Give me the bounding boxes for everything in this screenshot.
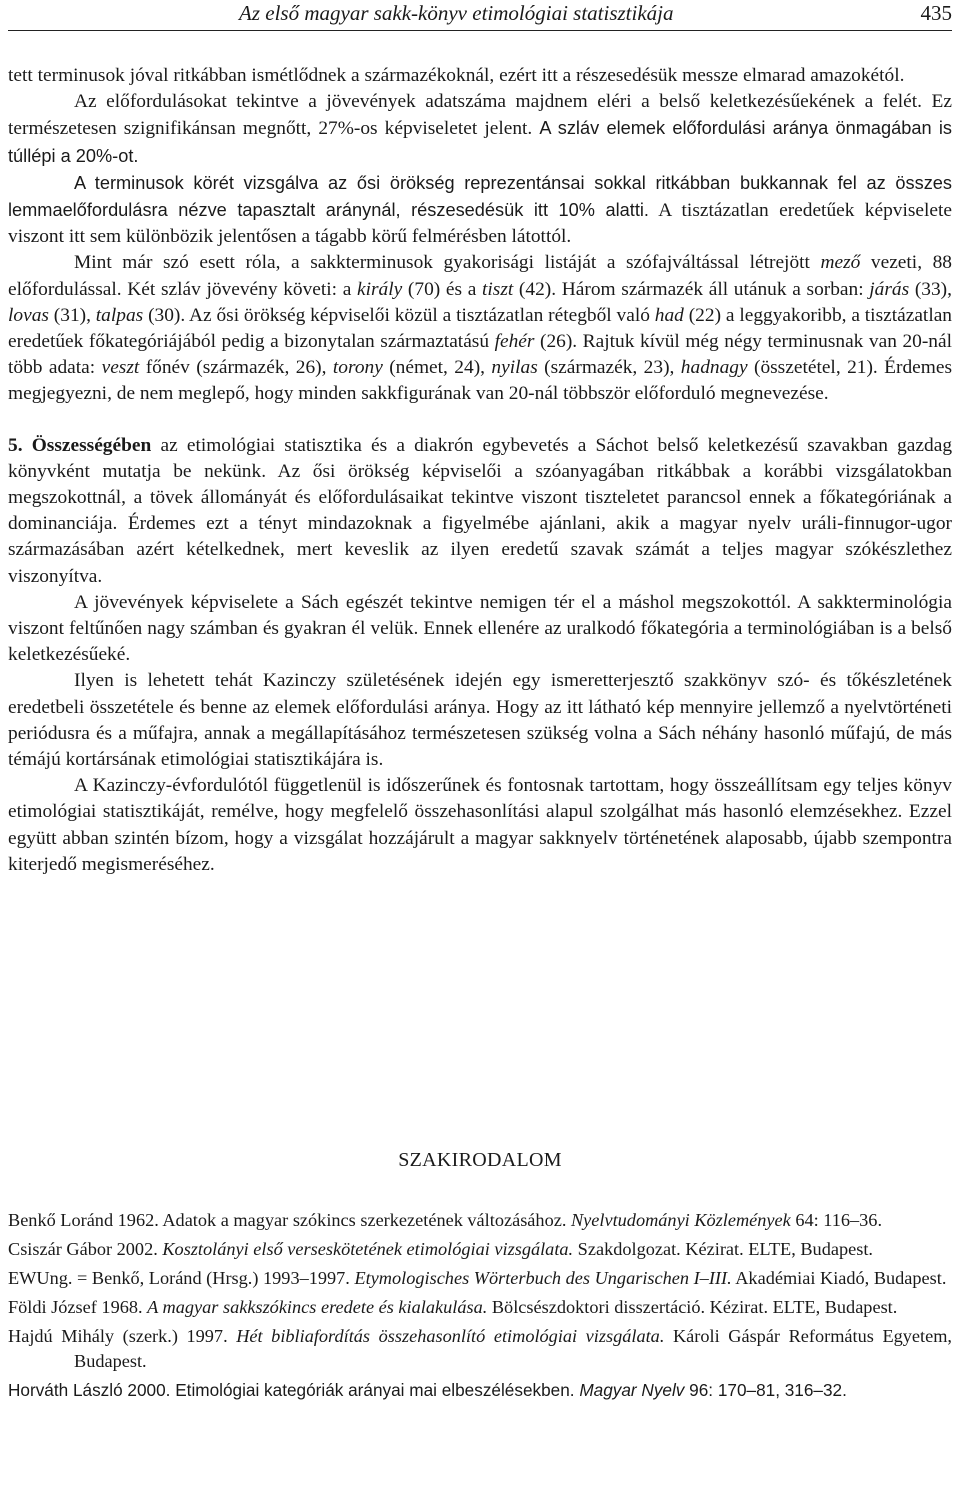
term: had: [654, 304, 684, 326]
entry-title: Hét bibliafordítás összehasonlító etimológiai vizsgálata.: [236, 1326, 665, 1346]
entry-title: A magyar sakkszókincs eredete és kialakulása.: [147, 1297, 488, 1317]
entry-text: Bölcsészdoktori disszertáció. Kézirat. ELTE, Budapest.: [487, 1297, 898, 1317]
text-span: (42). Három származék áll utánuk a sorban:: [513, 278, 870, 300]
text-span: (30). Az ősi örökség képviselői közül a tisztázatlan rétegből való: [143, 304, 655, 326]
entry-text: Csiszár Gábor 2002.: [8, 1239, 163, 1259]
paragraph: [8, 250, 952, 407]
text-span: A tisztázatlan eredetűek képviselete viszont itt sem különbözik jelentősen a tágabb körű felmérésben látottól.: [8, 200, 953, 248]
text-span: (26). Rajtuk kívül még négy terminusnak van 20-nál több adata:: [8, 331, 953, 379]
entry-text: 96: 170–81, 316–32.: [684, 1380, 847, 1400]
term: tiszt: [482, 278, 514, 300]
term: fehér: [494, 331, 535, 353]
text-span: Mint már szó esett róla, a sakkterminusok gyakorisági listáját a szófajváltással létrejött: [74, 252, 821, 274]
bibliography-entry: [8, 1266, 952, 1291]
text-span: az etimológiai statisztika és a diakrón egybevetés a Sáchot belső keletkezésű szavakban gazdag könyvként mutatja be nekünk. Az ősi örökség képviselői a szóanyagában ritkábbak a korábbi vizsgálatokban megszokottnál, a tövek állományát és előfordulásaikat tekintve viszont tiszteletet parancsol ennek a főkategóriának a dominanciája. Érdemes ezt a tényt mindazoknak a figyelmébe ajánlani, akik a magyar nyelv uráli-finnugor-ugor származásában azért kételkednek, mert keveslik az ilyen eredetű szavak számát a teljes magyar szókészlethez viszonyítva.: [8, 434, 953, 587]
paragraph: [8, 89, 952, 170]
bibliography-list: [8, 1208, 952, 1407]
text-span: vezeti, 88 előfordulással. Két szláv jövevény követi: a: [8, 252, 952, 300]
text-span: (összetétel, 21). Érdemes megjegyezni, de nem meglepő, hogy minden sakkfigurának van 20-nál többször előforduló megnevezése.: [8, 357, 953, 405]
entry-title: Magyar Nyelv: [579, 1380, 685, 1400]
bibliography-entry: [8, 1237, 952, 1262]
entry-text: Horváth László 2000. Etimológiai kategóriák arányai mai elbeszélésekben.: [8, 1380, 580, 1400]
term: járás: [869, 278, 910, 300]
entry-text: 64: 116–36.: [790, 1210, 883, 1230]
entry-text: Szakdolgozat. Kézirat. ELTE, Budapest.: [573, 1239, 873, 1259]
text-span: Az előfordulásokat tekintve a jövevények adatszáma majdnem eléri a belső keletkezésűekének a felét. Ez természetesen szignifikánsan megnőtt, 27%-os képviseletet jelent.: [8, 91, 952, 140]
paragraph: A Kazinczy-évfordulótól függetlenül is időszerűnek és fontosnak tartottam, hogy összeállítsam egy teljes könyv etimológiai statisztikáját, remélve, hogy megfelelő összehasonlítási alapul szolgálhat más hasonló elemzésekhez. Ezzel együtt abban szintén bízom, hogy a vizsgálat hozzájárult a magyar sakknyelv történetének alaposabb, újabb szempontra kiterjedő megismeréséhez.: [8, 775, 952, 875]
term: mező: [820, 252, 861, 274]
section-paragraph: [8, 433, 952, 590]
bibliography-entry: [8, 1295, 952, 1320]
entry-text: Akadémiai Kiadó, Budapest.: [731, 1268, 947, 1288]
paragraph: [8, 170, 952, 251]
entry-text: Földi József 1968.: [8, 1297, 148, 1317]
entry-title: Kosztolányi első verseskötetének etimológiai vizsgálata.: [162, 1239, 574, 1259]
text-span: (31),: [48, 304, 96, 326]
paragraph: A jövevények képviselete a Sách egészét tekintve nemigen tér el a máshol megszokottól. A sakkterminológia viszont feltűnően nagy számban és gyakran él velük. Ennek ellenére az uralkodó főkategória a terminológiában is a belső keletkezésűeké.: [8, 591, 952, 666]
entry-text: EWUng. = Benkő, Loránd (Hrsg.) 1993–1997.: [8, 1268, 355, 1288]
entry-title: Etymologisches Wörterbuch des Ungarischen I–III.: [354, 1268, 732, 1288]
paragraph: Ilyen is lehetett tehát Kazinczy születésének idején egy ismeretterjesztő szakkönyv szó- és tőkészletének eredetbeli összetétele és benne az elemek előfordulási aránya. Hogy az itt látható kép mennyire jellemző a nyelvtörténeti periódusra és a műfajra, annak a megállapításához természetesen szükség volna a Sách néhány hasonló műfajú, de más témájú kortársának etimológiai statisztikájára is.: [8, 670, 952, 771]
term: nyilas: [491, 357, 538, 379]
section-keyword: Összességében: [31, 434, 152, 456]
term: veszt: [101, 357, 140, 379]
text-span: (70) és a: [402, 278, 482, 300]
main-text: [8, 63, 952, 878]
term: talpas: [95, 304, 144, 326]
page-number: 435: [920, 1, 952, 25]
entry-text: Hajdú Mihály (szerk.) 1997.: [8, 1326, 237, 1346]
bibliography-entry: [8, 1378, 952, 1403]
page-header: [8, 0, 952, 31]
text-span: (származék, 23),: [537, 357, 681, 379]
text-span: A szláv elemek előfordulási aránya önmagában is túllépi a 20%-ot.: [8, 118, 953, 166]
section-number: 5.: [8, 434, 32, 456]
bibliography-entry: [8, 1324, 952, 1374]
text-span: (német, 24),: [382, 357, 492, 379]
term: hadnagy: [680, 357, 748, 379]
entry-text: Károli Gáspár Református Egyetem, Budapest.: [74, 1326, 952, 1371]
bibliography-heading: SZAKIRODALOM: [398, 1149, 562, 1171]
term: király: [357, 278, 403, 300]
entry-title: Nyelvtudományi Közlemények: [570, 1210, 791, 1230]
text-span: (33),: [909, 278, 952, 300]
term: lovas: [8, 304, 49, 326]
running-title: Az első magyar sakk-könyv etimológiai statisztikája: [239, 1, 674, 25]
paragraph: tett terminusok jóval ritkábban ismétlődnek a származékoknál, ezért itt a részesedésük messze elmarad amazokétól.: [8, 65, 905, 86]
text-span: A terminusok körét vizsgálva az ősi örökség reprezentánsai sokkal ritkábban bukkannak fel az összes lemmaelőfordulásra nézve tapasztalt aránynál, részesedésük itt 10% alatti.: [8, 172, 952, 221]
bibliography-entry: [8, 1208, 952, 1233]
entry-text: Benkő Loránd 1962. Adatok a magyar szókincs szerkezetének változásához.: [8, 1210, 571, 1230]
term: torony: [332, 357, 383, 379]
text-span: (22) a leggyakoribb, a tisztázatlan eredetűek főkategóriájából pedig a bizonytalan származtatású: [8, 304, 953, 353]
text-span: főnév (származék, 26),: [139, 357, 333, 379]
